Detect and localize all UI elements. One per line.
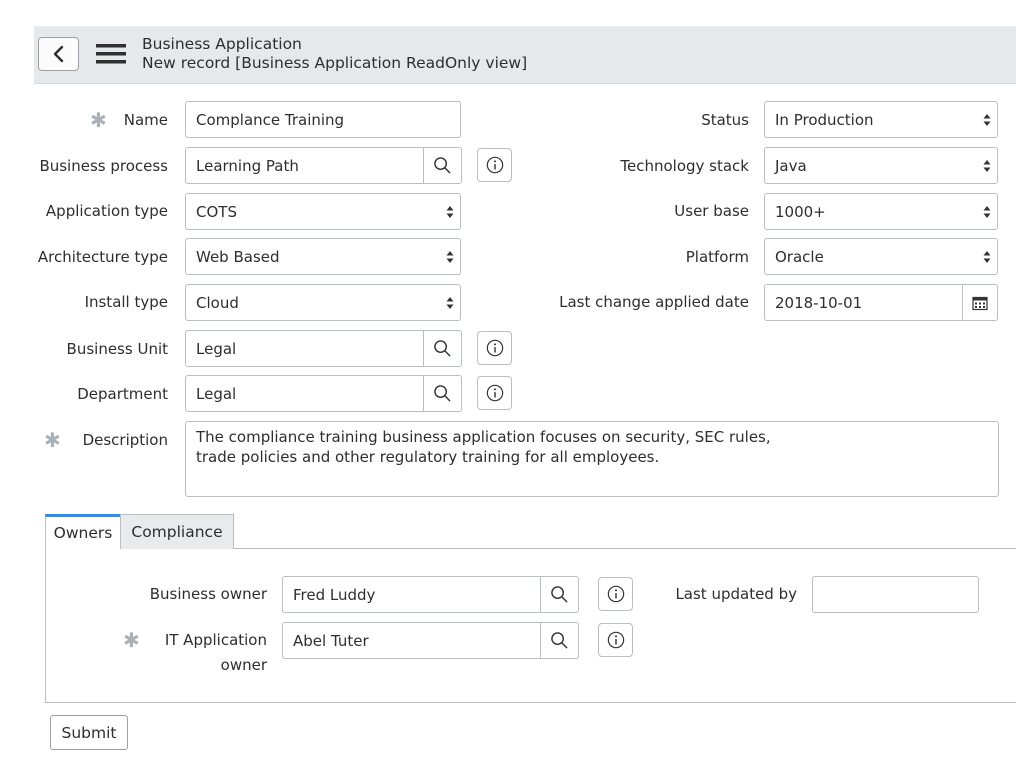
last-updated-by-label: Last updated by: [675, 585, 797, 603]
submit-button[interactable]: Submit: [50, 715, 128, 750]
application-type-label: Application type: [45, 202, 168, 220]
select-arrows-icon: [440, 205, 460, 219]
chevron-left-icon: [52, 45, 66, 63]
lookup-button[interactable]: [540, 577, 578, 612]
select-arrows-icon: [440, 296, 460, 310]
info-icon: [607, 631, 625, 649]
select-arrows-icon: [440, 250, 460, 264]
info-icon: [486, 156, 504, 174]
search-icon: [433, 384, 452, 403]
description-textarea[interactable]: The compliance training business application focuses on security, SEC rules, trade policies and other regulatory training for all employees.: [185, 421, 999, 497]
business-owner-field[interactable]: Fred Luddy: [282, 576, 579, 613]
technology-stack-select[interactable]: Java: [764, 147, 998, 184]
tab-compliance[interactable]: Compliance: [120, 514, 234, 549]
name-input[interactable]: Complance Training: [185, 101, 461, 138]
it-application-owner-field[interactable]: Abel Tuter: [282, 622, 579, 659]
last-change-applied-date-input[interactable]: 2018-10-01: [764, 284, 998, 321]
search-icon: [433, 156, 452, 175]
lookup-button[interactable]: [540, 623, 578, 658]
select-arrows-icon: [977, 250, 997, 264]
user-base-select[interactable]: 1000+: [764, 193, 998, 230]
required-indicator: ✱: [44, 428, 61, 452]
lookup-button[interactable]: [423, 148, 461, 183]
business-unit-label: Business Unit: [66, 340, 168, 358]
last-change-applied-date-label: Last change applied date: [559, 293, 749, 311]
required-indicator: ✱: [90, 108, 107, 132]
search-icon: [550, 585, 569, 604]
department-info-button[interactable]: [477, 376, 512, 410]
architecture-type-select[interactable]: Web Based: [185, 238, 461, 275]
user-base-label: User base: [674, 202, 749, 220]
page-title: Business Application: [142, 35, 302, 53]
lookup-button[interactable]: [423, 376, 461, 411]
last-updated-by-input[interactable]: [812, 576, 979, 613]
it-application-owner-info-button[interactable]: [598, 623, 633, 657]
platform-select[interactable]: Oracle: [764, 238, 998, 275]
name-label: Name: [123, 111, 168, 129]
department-field[interactable]: Legal: [185, 375, 462, 412]
architecture-type-label: Architecture type: [37, 248, 168, 266]
select-arrows-icon: [977, 205, 997, 219]
search-icon: [550, 631, 569, 650]
application-type-select[interactable]: COTS: [185, 193, 461, 230]
business-owner-label: Business owner: [149, 585, 267, 603]
business-owner-info-button[interactable]: [598, 577, 633, 611]
status-label: Status: [701, 111, 749, 129]
calendar-button[interactable]: [962, 285, 997, 320]
it-application-owner-label-line2: owner: [220, 656, 267, 674]
info-icon: [486, 339, 504, 357]
hamburger-menu-icon[interactable]: [95, 40, 127, 68]
business-process-field[interactable]: Learning Path: [185, 147, 462, 184]
back-button[interactable]: [38, 37, 79, 71]
search-icon: [433, 339, 452, 358]
required-indicator: ✱: [123, 628, 140, 652]
select-arrows-icon: [977, 159, 997, 173]
select-arrows-icon: [977, 113, 997, 127]
business-unit-info-button[interactable]: [477, 331, 512, 365]
lookup-button[interactable]: [423, 331, 461, 366]
description-label: Description: [82, 431, 168, 449]
info-icon: [607, 585, 625, 603]
status-select[interactable]: In Production: [764, 101, 998, 138]
it-application-owner-label-line1: IT Application: [164, 631, 267, 649]
platform-label: Platform: [685, 248, 749, 266]
business-unit-field[interactable]: Legal: [185, 330, 462, 367]
install-type-select[interactable]: Cloud: [185, 284, 461, 321]
info-icon: [486, 384, 504, 402]
business-process-info-button[interactable]: [477, 148, 512, 182]
department-label: Department: [77, 385, 168, 403]
page-subtitle: New record [Business Application ReadOnly view]: [142, 54, 528, 72]
technology-stack-label: Technology stack: [620, 157, 749, 175]
business-process-label: Business process: [39, 157, 168, 175]
tab-owners[interactable]: Owners: [45, 514, 121, 549]
install-type-label: Install type: [84, 293, 168, 311]
calendar-icon: [972, 295, 988, 311]
